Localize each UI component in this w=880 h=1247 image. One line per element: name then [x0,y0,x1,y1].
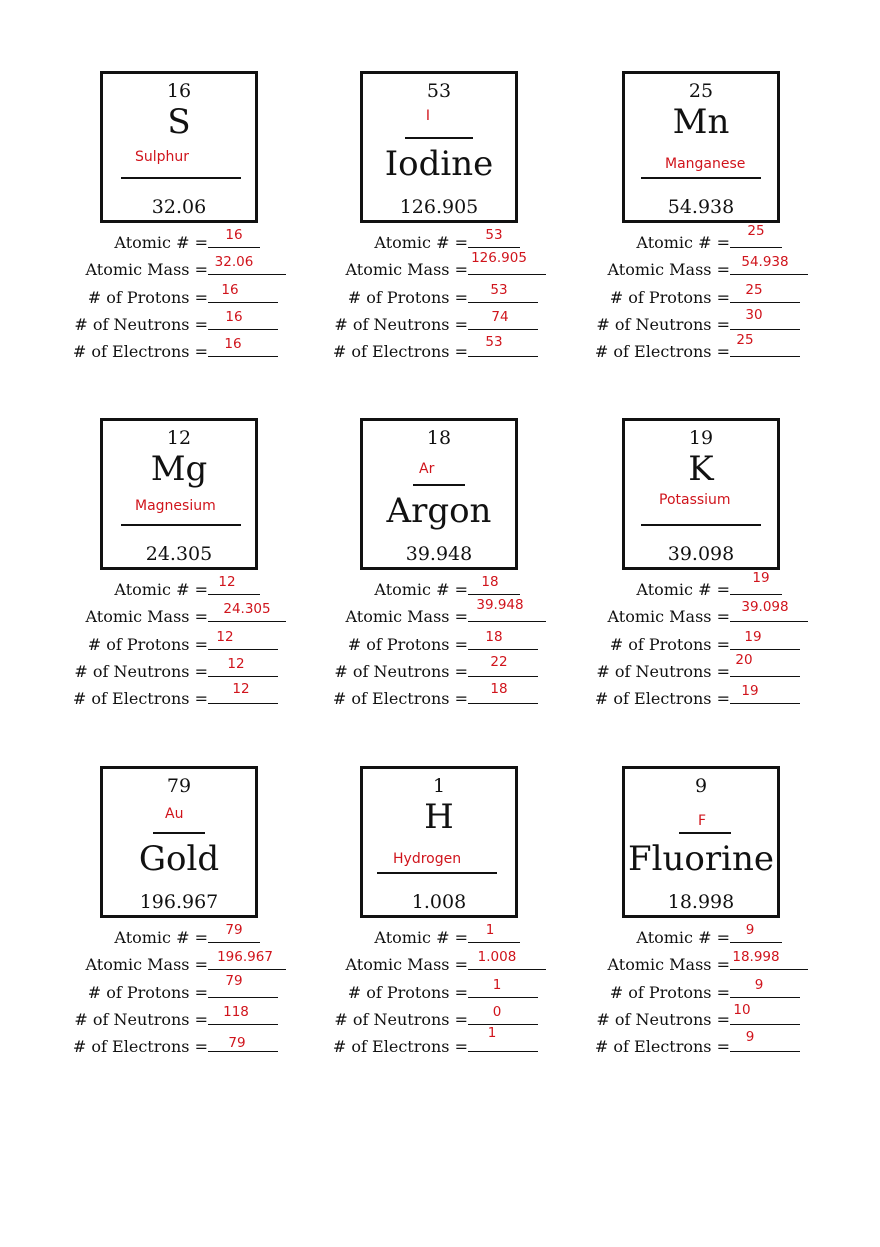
element-tile [622,71,780,223]
element-name-answer[interactable]: Hydrogen [393,851,462,867]
atomic-mass: 1.008 [411,891,467,913]
neutrons-answer[interactable]: 16 [225,308,243,325]
element-card-6 [72,766,338,1076]
element-tile [622,766,780,918]
protons-answer[interactable]: 53 [490,281,508,298]
electrons-row: # of Electrons = 79 [78,1033,338,1060]
protons-row: # of Protons = 79 [78,979,338,1006]
element-tile [100,418,258,570]
question-rows [332,227,598,365]
element-symbol-answer[interactable]: Au [165,806,184,822]
atomic-mass-row: Atomic Mass = 1.008 [338,951,598,978]
atomic-number-answer[interactable]: 18 [481,574,499,590]
protons-answer[interactable]: 25 [745,281,763,298]
element-card-2 [594,71,860,381]
question-rows [72,574,338,712]
element-name-answer[interactable]: Potassium [659,492,731,508]
neutrons-answer[interactable]: 20 [735,651,753,668]
element-tile [360,71,518,223]
atomic-mass-row: Atomic Mass = 32.06 [78,256,338,283]
element-symbol-blank [413,484,465,486]
atomic-mass: 54.938 [667,196,735,218]
electrons-row: # of Electrons = 53 [338,338,598,365]
atomic-mass-answer[interactable]: 1.008 [477,949,517,966]
question-rows [332,922,598,1060]
question-rows [332,574,598,712]
atomic-number-answer[interactable]: 25 [747,223,765,239]
element-name-blank [641,524,761,526]
atomic-mass: 39.948 [405,543,473,565]
atomic-mass-answer[interactable]: 39.948 [476,597,524,614]
atomic-number-row: Atomic # = 16 [78,229,338,256]
neutrons-row: # of Neutrons = 118 [78,1006,338,1033]
atomic-mass-row: Atomic Mass = 54.938 [600,256,860,283]
atomic-mass: 126.905 [399,196,479,218]
atomic-number-row: Atomic # = 18 [338,576,598,603]
atomic-number: 53 [426,80,452,102]
neutrons-answer[interactable]: 118 [223,1003,249,1020]
atomic-number-answer[interactable]: 9 [745,922,755,938]
atomic-number-answer[interactable]: 53 [485,227,503,243]
electrons-answer[interactable]: 25 [736,332,754,349]
protons-row: # of Protons = 25 [600,284,860,311]
element-card-0 [72,71,338,381]
neutrons-answer[interactable]: 30 [745,306,763,323]
atomic-mass-answer[interactable]: 39.098 [741,599,789,616]
neutrons-answer[interactable]: 10 [733,1001,751,1018]
element-tile [360,418,518,570]
electrons-row: # of Electrons = 25 [600,338,860,365]
electrons-answer[interactable]: 1 [487,1025,497,1042]
atomic-number-answer[interactable]: 79 [225,922,243,938]
protons-row: # of Protons = 53 [338,284,598,311]
atomic-mass: 39.098 [667,543,735,565]
protons-answer[interactable]: 12 [216,628,234,645]
protons-answer[interactable]: 79 [225,972,243,989]
protons-row: # of Protons = 19 [600,631,860,658]
question-rows [72,922,338,1060]
element-card-7 [332,766,598,1076]
atomic-number: 16 [166,80,192,102]
atomic-mass-row: Atomic Mass = 126.905 [338,256,598,283]
electrons-row: # of Electrons = 16 [78,338,338,365]
atomic-mass-answer[interactable]: 54.938 [741,254,789,271]
atomic-mass-row: Atomic Mass = 24.305 [78,603,338,630]
atomic-number: 18 [426,427,452,449]
atomic-mass: 24.305 [145,543,213,565]
electrons-row: # of Electrons = 19 [600,685,860,712]
electrons-answer[interactable]: 53 [485,334,503,351]
element-name-blank [641,177,761,179]
electrons-row: # of Electrons = 12 [78,685,338,712]
electrons-answer[interactable]: 12 [232,681,250,698]
atomic-mass-answer[interactable]: 32.06 [214,254,254,271]
neutrons-row: # of Neutrons = 20 [600,658,860,685]
neutrons-row: # of Neutrons = 16 [78,311,338,338]
atomic-number-answer[interactable]: 16 [225,227,243,243]
protons-answer[interactable]: 1 [492,976,502,993]
protons-row: # of Protons = 16 [78,284,338,311]
atomic-mass-row: Atomic Mass = 39.098 [600,603,860,630]
element-symbol-answer[interactable]: F [698,813,707,829]
electrons-answer[interactable]: 16 [224,336,242,353]
electrons-row: # of Electrons = 18 [338,685,598,712]
electrons-answer[interactable]: 19 [741,683,759,700]
atomic-mass-answer[interactable]: 24.305 [223,601,271,618]
element-tile [622,418,780,570]
element-name-answer[interactable]: Manganese [665,156,746,172]
element-name-blank [121,524,241,526]
protons-row: # of Protons = 12 [78,631,338,658]
element-tile [100,71,258,223]
element-name: Gold [138,839,220,879]
neutrons-answer[interactable]: 74 [491,308,509,325]
element-name: Fluorine [628,839,774,879]
neutrons-row: # of Neutrons = 22 [338,658,598,685]
question-rows [72,227,338,365]
element-card-1 [332,71,598,381]
question-rows [594,223,860,365]
neutrons-row: # of Neutrons = 12 [78,658,338,685]
atomic-number: 12 [166,427,192,449]
question-rows [594,922,860,1060]
element-tile [100,766,258,918]
atomic-number: 9 [694,775,708,797]
atomic-number-row: Atomic # = 19 [600,576,860,603]
neutrons-row: # of Neutrons = 0 [338,1006,598,1033]
atomic-mass-row: Atomic Mass = 18.998 [600,951,860,978]
protons-answer[interactable]: 9 [754,976,764,993]
element-name-blank [121,177,241,179]
atomic-mass: 18.998 [667,891,735,913]
element-symbol-blank [679,832,731,834]
atomic-number-row: Atomic # = 25 [600,229,860,256]
element-symbol-answer[interactable]: I [425,108,431,124]
neutrons-row: # of Neutrons = 74 [338,311,598,338]
atomic-mass-answer[interactable]: 18.998 [732,949,780,966]
electrons-row: # of Electrons = 9 [600,1033,860,1060]
atomic-number-row: Atomic # = 1 [338,924,598,951]
atomic-number: 25 [688,80,714,102]
neutrons-row: # of Neutrons = 10 [600,1006,860,1033]
element-symbol: S [167,102,191,142]
element-name: Argon [386,491,492,531]
neutrons-row: # of Neutrons = 30 [600,311,860,338]
question-rows [594,570,860,712]
protons-row: # of Protons = 1 [338,979,598,1006]
protons-row: # of Protons = 9 [600,979,860,1006]
atomic-number: 19 [688,427,714,449]
element-symbol: K [688,449,714,489]
atomic-number-answer[interactable]: 1 [485,922,495,938]
element-card-3 [72,418,338,728]
neutrons-answer[interactable]: 22 [490,653,508,670]
electrons-answer[interactable]: 18 [490,681,508,698]
atomic-number-row: Atomic # = 53 [338,229,598,256]
neutrons-answer[interactable]: 0 [492,1003,502,1020]
atomic-number-row: Atomic # = 9 [600,924,860,951]
element-symbol: H [424,797,454,837]
element-card-8 [594,766,860,1076]
atomic-mass-row: Atomic Mass = 196.967 [78,951,338,978]
element-card-4 [332,418,598,728]
atomic-number-answer[interactable]: 12 [218,574,236,590]
atomic-number-answer[interactable]: 19 [752,570,770,586]
atomic-number: 1 [432,775,446,797]
element-name: Iodine [384,144,494,184]
element-symbol-answer[interactable]: Ar [419,461,435,477]
element-name-blank [377,872,497,874]
element-tile [360,766,518,918]
atomic-mass: 196.967 [139,891,219,913]
neutrons-answer[interactable]: 12 [227,655,245,672]
atomic-number-row: Atomic # = 12 [78,576,338,603]
atomic-mass-answer[interactable]: 126.905 [471,250,527,267]
element-symbol: Mg [150,449,208,489]
atomic-number-row: Atomic # = 79 [78,924,338,951]
element-card-5 [594,418,860,728]
electrons-answer[interactable]: 79 [228,1035,246,1052]
element-symbol-blank [405,137,473,139]
atomic-mass-answer[interactable]: 196.967 [217,949,273,966]
element-name-answer[interactable]: Magnesium [135,498,216,514]
element-symbol: Mn [672,102,730,142]
electrons-row: # of Electrons = 1 [338,1033,598,1060]
protons-answer[interactable]: 16 [221,281,239,298]
atomic-mass-row: Atomic Mass = 39.948 [338,603,598,630]
protons-row: # of Protons = 18 [338,631,598,658]
element-name-answer[interactable]: Sulphur [135,149,190,165]
electrons-answer[interactable]: 9 [745,1029,755,1046]
atomic-mass: 32.06 [151,196,207,218]
protons-answer[interactable]: 18 [485,628,503,645]
atomic-number: 79 [166,775,192,797]
element-symbol-blank [153,832,205,834]
protons-answer[interactable]: 19 [744,628,762,645]
